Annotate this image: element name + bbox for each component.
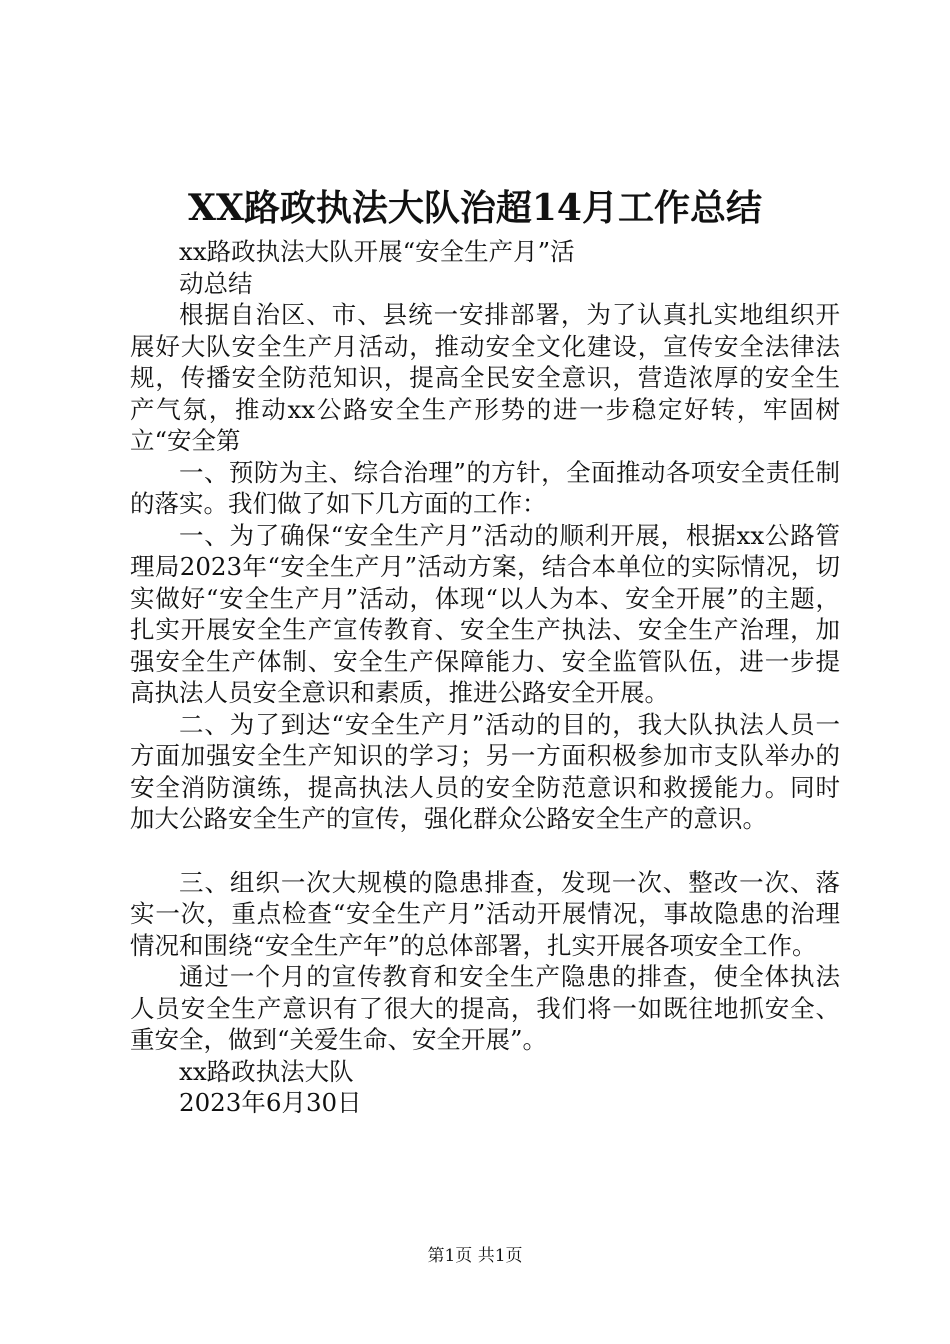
paragraph-policy: 一、预防为主、综合治理”的方针，全面推动各项安全责任制的落实。我们做了如下几方面的工作： (130, 457, 840, 518)
document-body (130, 236, 840, 1119)
subtitle-line-2: 动总结 (179, 268, 253, 298)
subtitle-line-1: xx路政执法大队开展“安全生产月”活 (179, 237, 575, 266)
paragraph-gap (130, 835, 840, 867)
signature: xx路政执法大队 (179, 1056, 354, 1086)
paragraph-item-3: 三、组织一次大规模的隐患排查，发现一次、整改一次、落实一次，重点检查“安全生产月”活动开展情况，事故隐患的治理情况和围绕“安全生产年”的总体部署，扎实开展各项安全工作。 (130, 867, 840, 960)
date: 2023年6月30日 (179, 1088, 362, 1117)
paragraph-intro: 根据自治区、市、县统一安排部署，为了认真扎实地组织开展好大队安全生产月活动，推动安全文化建设，宣传安全法律法规，传播安全防范知识，提高全民安全意识，营造浓厚的安全生产气氛，推动xx公路安全生产形势的进一步稳定好转，牢固树立“安全第 (130, 300, 840, 455)
paragraph-item-2: 二、为了到达“安全生产月”活动的目的，我大队执法人员一方面加强安全生产知识的学习；另一方面积极参加市支队举办的安全消防演练，提高执法人员的安全防范意识和救援能力。同时加大公路安全生产的宣传，强化群众公路安全生产的意识。 (130, 709, 840, 833)
paragraph-conclusion: 通过一个月的宣传教育和安全生产隐患的排查，使全体执法人员安全生产意识有了很大的提高，我们将一如既往地抓安全、重安全，做到“关爱生命、安全开展”。 (130, 962, 840, 1054)
paragraph-item-1: 一、为了确保“安全生产月”活动的顺利开展，根据xx公路管理局2023年“安全生产月”活动方案，结合本单位的实际情况，切实做好“安全生产月”活动，体现“以人为本、安全开展”的主题，扎实开展安全生产宣传教育、安全生产执法、安全生产治理，加强安全生产体制、安全生产保障能力、安全监管队伍，进一步提高执法人员安全意识和素质，推进公路安全开展。 (130, 520, 840, 707)
page-footer: 第1页 共1页 (427, 1246, 523, 1266)
document-title: XX路政执法大队治超14月工作总结 (188, 187, 762, 229)
